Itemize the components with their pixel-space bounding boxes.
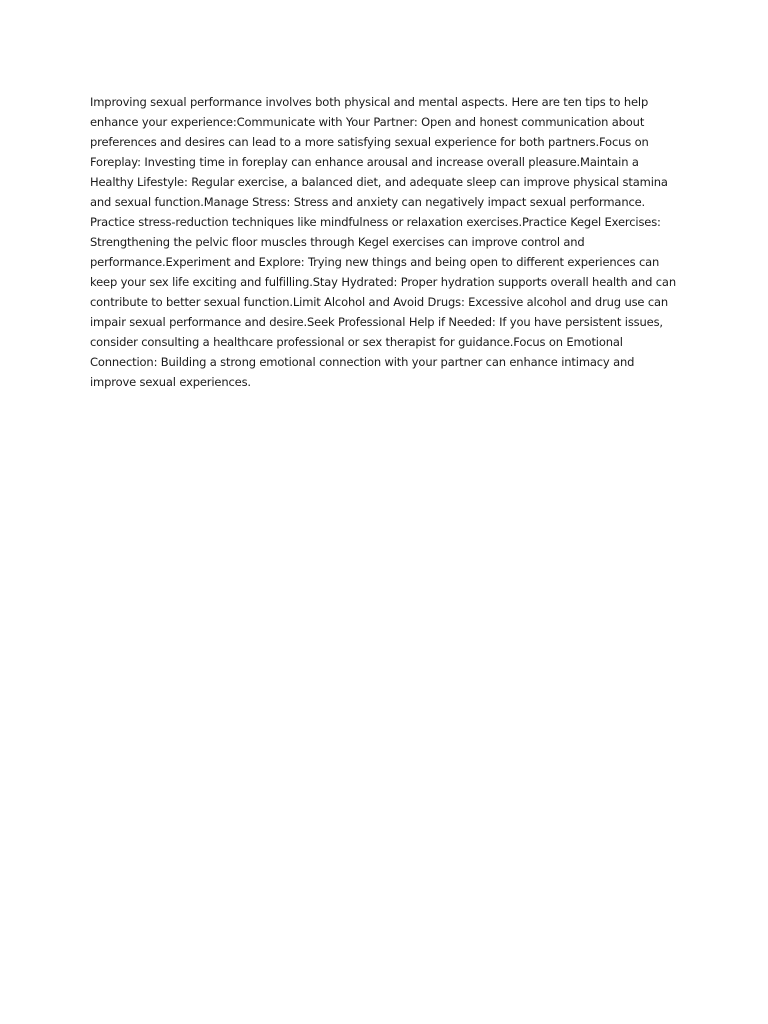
paragraph-line: Improving sexual performance involves both physical and mental aspects. Here are ten tips to help	[90, 95, 649, 109]
paragraph-line: Foreplay: Investing time in foreplay can enhance arousal and increase overall pleasure.Maintain a	[90, 155, 639, 169]
paragraph-line: performance.Experiment and Explore: Trying new things and being open to different experiences can	[90, 255, 660, 269]
paragraph-line: improve sexual experiences.	[90, 375, 251, 389]
body-paragraph	[90, 92, 680, 392]
paragraph-line: preferences and desires can lead to a more satisfying sexual experience for both partners.Focus on	[90, 135, 649, 149]
paragraph-line: Connection: Building a strong emotional connection with your partner can enhance intimacy and	[90, 355, 635, 369]
paragraph-line: Practice stress-reduction techniques like mindfulness or relaxation exercises.Practice Kegel Exercises:	[90, 215, 661, 229]
paragraph-line: Strengthening the pelvic floor muscles through Kegel exercises can improve control and	[90, 235, 585, 249]
paragraph-line: and sexual function.Manage Stress: Stress and anxiety can negatively impact sexual performance.	[90, 195, 646, 209]
paragraph-line: impair sexual performance and desire.Seek Professional Help if Needed: If you have persistent issues,	[90, 315, 663, 329]
paragraph-line: consider consulting a healthcare professional or sex therapist for guidance.Focus on Emotional	[90, 335, 623, 349]
paragraph-line: enhance your experience:Communicate with Your Partner: Open and honest communication about	[90, 115, 645, 129]
paragraph-line: contribute to better sexual function.Limit Alcohol and Avoid Drugs: Excessive alcohol and drug use can	[90, 295, 669, 309]
paragraph-line: Healthy Lifestyle: Regular exercise, a balanced diet, and adequate sleep can improve physical stamina	[90, 175, 668, 189]
paragraph-line: keep your sex life exciting and fulfilling.Stay Hydrated: Proper hydration supports overall health and can	[90, 275, 676, 289]
